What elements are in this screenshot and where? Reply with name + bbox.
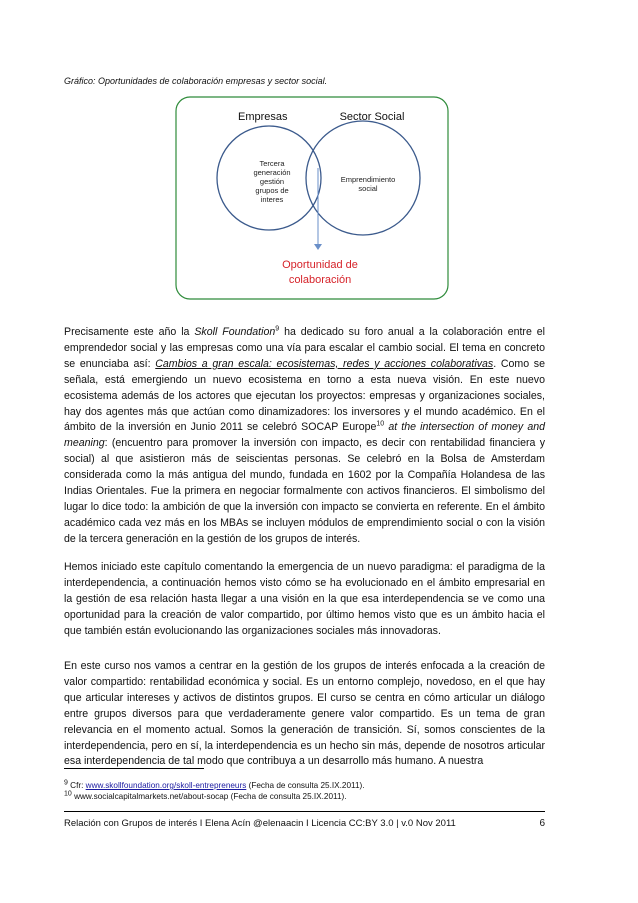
- right-circle-line: social: [358, 184, 378, 193]
- left-circle-line: interes: [260, 195, 284, 204]
- footnote-divider: [64, 768, 204, 769]
- p1-seg: . Como se señala, está emergiendo un nuevo ecosistema en torno a esta nueva visión. En este nuevo ecosistema además de los actores que ejecutan los proyectos: empresas y organizaciones sociales, hay dos agentes más que actúan como dinamizadores: los inversores y el mundo académico. En el ámbito de la inversión en Junio 2011 se celebró SOCAP Europe: [64, 357, 545, 434]
- right-circle-line: Emprendimiento: [340, 175, 396, 184]
- left-circle-line: generación: [253, 168, 291, 177]
- footer-text: Relación con Grupos de interés I Elena Acín @elenaacin I Licencia CC:BY 3.0 | v.0 Nov 2011: [64, 818, 456, 829]
- sector-social-label: Sector Social: [339, 111, 405, 123]
- footnote-ref-10[interactable]: 10: [376, 420, 385, 428]
- footnote-10-number: 10: [64, 790, 72, 798]
- paragraph-skoll: [64, 325, 545, 548]
- footnote-9-prefix: Cfr:: [67, 781, 86, 790]
- page-number: 6: [539, 818, 545, 829]
- footnotes: [64, 780, 365, 802]
- footer-divider: [64, 811, 545, 812]
- opportunity-line: Oportunidad de: [282, 259, 358, 271]
- paragraph-course: [64, 659, 545, 770]
- footnote-10: [64, 791, 365, 802]
- left-circle-line: gestión: [259, 177, 285, 186]
- paragraph-2: Hemos iniciado este capítulo comentando la emergencia de un nuevo paradigma: el paradigma de la interdependencia, a continuación hemos visto cómo se ha evolucionado en el ámbito empresarial en la gestión de esa relación hasta llegar a una visión en la que esa interdependencia se ve como una oportunidad para la creación de valor compartido, por último hemos visto que es un ámbito hacia el que también están evolucionando las organizaciones sociales más innovadoras.: [64, 561, 545, 637]
- empresas-label: Empresas: [238, 111, 288, 123]
- footnote-9-number: 9: [64, 779, 68, 787]
- skoll-link[interactable]: www.skollfoundation.org/skoll-entrepreneurs: [85, 781, 247, 790]
- footnote-9: [64, 780, 365, 791]
- p1-forum-theme: Cambios a gran escala: ecosistemas, redes y acciones colaborativas: [155, 357, 494, 370]
- footnote-ref-9[interactable]: 9: [275, 325, 280, 333]
- figure-caption: Gráfico: Oportunidades de colaboración empresas y sector social.: [64, 76, 328, 86]
- opportunity-line: colaboración: [288, 274, 352, 286]
- footnote-10-text: www.socialcapitalmarkets.net/about-socap (Fecha de consulta 25.IX.2011).: [71, 792, 347, 801]
- left-circle-line: grupos de: [255, 186, 289, 195]
- p1-seg: Precisamente este año la: [64, 326, 195, 338]
- p1-seg: : (encuentro para promover la inversión con impacto, es decir con rentabilidad financiera y social) al que asistieron más de seiscientas personas. Se celebró en la Bolsa de Amsterdam considerada como la más antigua del mundo, fundada en 1602 por la Compañía Holandesa de las Indias Orientales. Fue la primera en negociar formalmente con activos financieros. El simbolismo del lugar lo dice todo: la ambición de que la inversión con impacto se convierta en referente. En el ámbito académico cada vez más en los MBAs se incluyen módulos de emprendimiento social o con la visión de la tercera generación en la gestión de los grupos de interés.: [64, 437, 545, 545]
- paragraph-1: [64, 325, 545, 548]
- paragraph-interdependence: [64, 560, 545, 640]
- paragraph-3: En este curso nos vamos a centrar en la gestión de los grupos de interés enfocada a la creación de valor compartido: rentabilidad económica y social. Es un entorno complejo, novedoso, en el que hay que articular intereses y activos de distintos grupos. El curso se centra en cómo articular un diálogo entre grupos diversos para que verdaderamente genere valor compartido. Es un tema de gran relevancia en el momento actual. Somos la generación de transición. Sí, somos conscientes de la interdependencia, pero en sí, la interdependencia es un hecho sin más, depende de nosotros articular esa interdependencia de tal modo que contribuya a un desarrollo más humano. A nuestra: [64, 660, 545, 768]
- p1-seg: ha dedicado su foro anual a la colaboración entre el emprendedor social y las empresas como una vía para escalar el cambio social. El tema en concreto se enunciaba así:: [64, 326, 545, 370]
- arrow-head: [314, 244, 322, 250]
- p1-skoll-foundation: Skoll Foundation: [194, 326, 276, 338]
- page-footer: [64, 818, 545, 829]
- p1-socap-motto: at the intersection of money and meaning: [64, 421, 545, 450]
- left-circle-line: Tercera: [259, 159, 285, 168]
- footnote-9-suffix: (Fecha de consulta 25.IX.2011).: [246, 781, 365, 790]
